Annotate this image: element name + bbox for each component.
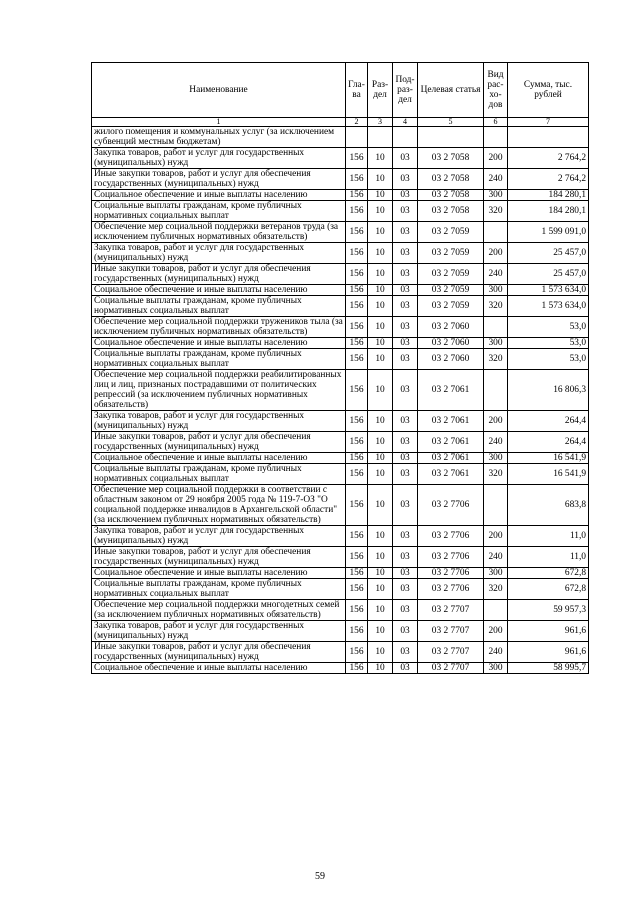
cell-section: 10 <box>368 526 393 547</box>
cell-chapter: 156 <box>346 526 368 547</box>
column-number: 2 <box>346 118 368 127</box>
table-row <box>92 621 589 642</box>
table-row <box>92 370 589 411</box>
cell-amount <box>508 127 589 148</box>
cell-subsection: 03 <box>393 190 418 201</box>
cell-chapter: 156 <box>346 464 368 485</box>
cell-name: Иные закупки товаров, работ и услуг для обеспечения государственных (муниципальных) нужд <box>92 169 346 190</box>
table-row <box>92 547 589 568</box>
table-row <box>92 285 589 296</box>
cell-section: 10 <box>368 190 393 201</box>
header-chapter: Гла-ва <box>346 63 368 118</box>
table-row <box>92 453 589 464</box>
cell-chapter: 156 <box>346 621 368 642</box>
table-row <box>92 568 589 579</box>
cell-chapter: 156 <box>346 568 368 579</box>
cell-section: 10 <box>368 370 393 411</box>
cell-expense-type: 240 <box>484 169 508 190</box>
table-row <box>92 190 589 201</box>
cell-target: 03 2 7707 <box>418 663 484 674</box>
cell-subsection: 03 <box>393 243 418 264</box>
header-expense-type: Вид рас-хо-дов <box>484 63 508 118</box>
cell-subsection: 03 <box>393 201 418 222</box>
cell-subsection: 03 <box>393 600 418 621</box>
cell-chapter: 156 <box>346 663 368 674</box>
cell-name: Обеспечение мер социальной поддержки в соответствии с областным законом от 29 ноября 2005 года № 119-7-ОЗ "О социальной поддержке инвалидов в Архангельской области" (за исключением публичных нормативных обязательств) <box>92 485 346 526</box>
page-number: 59 <box>315 871 325 882</box>
cell-section: 10 <box>368 169 393 190</box>
table-row <box>92 663 589 674</box>
cell-name: Социальное обеспечение и иные выплаты населению <box>92 190 346 201</box>
cell-subsection: 03 <box>393 222 418 243</box>
column-number: 5 <box>418 118 484 127</box>
cell-target: 03 2 7058 <box>418 190 484 201</box>
cell-amount: 264,4 <box>508 432 589 453</box>
cell-expense-type: 320 <box>484 201 508 222</box>
table-row <box>92 485 589 526</box>
cell-expense-type: 240 <box>484 547 508 568</box>
cell-name: Социальные выплаты гражданам, кроме публичных нормативных социальных выплат <box>92 201 346 222</box>
header-subsection: Под-раз-дел <box>393 63 418 118</box>
cell-section: 10 <box>368 338 393 349</box>
cell-target: 03 2 7706 <box>418 579 484 600</box>
cell-target: 03 2 7706 <box>418 568 484 579</box>
cell-section: 10 <box>368 453 393 464</box>
cell-amount: 961,6 <box>508 642 589 663</box>
table-row <box>92 464 589 485</box>
cell-target: 03 2 7059 <box>418 285 484 296</box>
cell-subsection: 03 <box>393 432 418 453</box>
cell-section: 10 <box>368 222 393 243</box>
cell-section: 10 <box>368 568 393 579</box>
cell-expense-type <box>484 127 508 148</box>
column-number: 7 <box>508 118 589 127</box>
cell-subsection: 03 <box>393 338 418 349</box>
cell-name: Закупка товаров, работ и услуг для государственных (муниципальных) нужд <box>92 526 346 547</box>
cell-section: 10 <box>368 411 393 432</box>
cell-name: Закупка товаров, работ и услуг для государственных (муниципальных) нужд <box>92 411 346 432</box>
cell-expense-type <box>484 485 508 526</box>
cell-target: 03 2 7706 <box>418 547 484 568</box>
cell-subsection: 03 <box>393 642 418 663</box>
table-row <box>92 148 589 169</box>
cell-section: 10 <box>368 201 393 222</box>
cell-expense-type: 200 <box>484 621 508 642</box>
header-row <box>92 63 589 118</box>
cell-target: 03 2 7061 <box>418 370 484 411</box>
cell-expense-type <box>484 317 508 338</box>
cell-chapter: 156 <box>346 169 368 190</box>
cell-target: 03 2 7058 <box>418 169 484 190</box>
cell-target: 03 2 7059 <box>418 243 484 264</box>
column-number-row <box>92 118 589 127</box>
cell-amount: 58 995,7 <box>508 663 589 674</box>
cell-target: 03 2 7061 <box>418 411 484 432</box>
cell-subsection: 03 <box>393 547 418 568</box>
cell-target: 03 2 7058 <box>418 201 484 222</box>
cell-expense-type: 300 <box>484 568 508 579</box>
cell-target: 03 2 7060 <box>418 349 484 370</box>
cell-target: 03 2 7061 <box>418 453 484 464</box>
cell-section: 10 <box>368 349 393 370</box>
cell-amount: 1 573 634,0 <box>508 285 589 296</box>
cell-expense-type: 240 <box>484 264 508 285</box>
table-row <box>92 201 589 222</box>
cell-section: 10 <box>368 547 393 568</box>
cell-section: 10 <box>368 317 393 338</box>
cell-amount: 1 573 634,0 <box>508 296 589 317</box>
cell-target: 03 2 7059 <box>418 264 484 285</box>
cell-name: Социальное обеспечение и иные выплаты населению <box>92 663 346 674</box>
cell-name: Обеспечение мер социальной поддержки многодетных семей (за исключением публичных нормативных обязательств) <box>92 600 346 621</box>
table-body <box>92 127 589 674</box>
cell-expense-type: 200 <box>484 526 508 547</box>
cell-expense-type <box>484 600 508 621</box>
cell-amount: 683,8 <box>508 485 589 526</box>
cell-subsection: 03 <box>393 485 418 526</box>
cell-section: 10 <box>368 264 393 285</box>
table-row <box>92 338 589 349</box>
cell-name: Обеспечение мер социальной поддержки реабилитированных лиц и лиц, признаных пострадавшими от политических репрессий (за исключением публичных нормативных обязательств) <box>92 370 346 411</box>
cell-subsection: 03 <box>393 464 418 485</box>
cell-amount: 53,0 <box>508 349 589 370</box>
cell-target: 03 2 7060 <box>418 338 484 349</box>
cell-amount: 16 806,3 <box>508 370 589 411</box>
table-header <box>92 63 589 127</box>
cell-name: Социальные выплаты гражданам, кроме публичных нормативных социальных выплат <box>92 464 346 485</box>
cell-chapter: 156 <box>346 243 368 264</box>
cell-section: 10 <box>368 285 393 296</box>
cell-chapter: 156 <box>346 600 368 621</box>
cell-section: 10 <box>368 296 393 317</box>
cell-subsection: 03 <box>393 148 418 169</box>
table-row <box>92 127 589 148</box>
cell-subsection: 03 <box>393 411 418 432</box>
cell-chapter <box>346 127 368 148</box>
cell-subsection: 03 <box>393 621 418 642</box>
cell-section <box>368 127 393 148</box>
cell-expense-type: 300 <box>484 453 508 464</box>
cell-section: 10 <box>368 485 393 526</box>
cell-target: 03 2 7061 <box>418 432 484 453</box>
cell-amount: 672,8 <box>508 568 589 579</box>
cell-section: 10 <box>368 663 393 674</box>
header-name: Наименование <box>92 63 346 118</box>
cell-target: 03 2 7707 <box>418 621 484 642</box>
cell-expense-type: 300 <box>484 663 508 674</box>
cell-amount: 961,6 <box>508 621 589 642</box>
cell-chapter: 156 <box>346 349 368 370</box>
cell-expense-type: 300 <box>484 190 508 201</box>
cell-expense-type <box>484 222 508 243</box>
cell-name: Социальное обеспечение и иные выплаты населению <box>92 338 346 349</box>
cell-subsection: 03 <box>393 349 418 370</box>
cell-subsection: 03 <box>393 663 418 674</box>
cell-chapter: 156 <box>346 148 368 169</box>
cell-amount: 59 957,3 <box>508 600 589 621</box>
cell-section: 10 <box>368 243 393 264</box>
cell-name: Иные закупки товаров, работ и услуг для обеспечения государственных (муниципальных) нужд <box>92 432 346 453</box>
column-number: 4 <box>393 118 418 127</box>
cell-target: 03 2 7707 <box>418 642 484 663</box>
cell-chapter: 156 <box>346 317 368 338</box>
table-row <box>92 411 589 432</box>
cell-expense-type: 200 <box>484 411 508 432</box>
cell-amount: 11,0 <box>508 547 589 568</box>
cell-amount: 53,0 <box>508 317 589 338</box>
document-page <box>91 62 588 674</box>
cell-target: 03 2 7059 <box>418 296 484 317</box>
cell-subsection: 03 <box>393 370 418 411</box>
cell-name: Иные закупки товаров, работ и услуг для обеспечения государственных (муниципальных) нужд <box>92 264 346 285</box>
cell-name: Социальные выплаты гражданам, кроме публичных нормативных социальных выплат <box>92 579 346 600</box>
cell-name: жилого помещения и коммунальных услуг (за исключением субвенций местным бюджетам) <box>92 127 346 148</box>
cell-amount: 53,0 <box>508 338 589 349</box>
cell-expense-type: 240 <box>484 642 508 663</box>
cell-name: Иные закупки товаров, работ и услуг для обеспечения государственных (муниципальных) нужд <box>92 642 346 663</box>
cell-chapter: 156 <box>346 264 368 285</box>
cell-subsection: 03 <box>393 526 418 547</box>
cell-target: 03 2 7706 <box>418 526 484 547</box>
cell-chapter: 156 <box>346 338 368 349</box>
table-row <box>92 579 589 600</box>
cell-subsection: 03 <box>393 169 418 190</box>
cell-name: Социальные выплаты гражданам, кроме публичных нормативных социальных выплат <box>92 349 346 370</box>
cell-chapter: 156 <box>346 579 368 600</box>
cell-expense-type: 240 <box>484 432 508 453</box>
cell-section: 10 <box>368 600 393 621</box>
cell-section: 10 <box>368 642 393 663</box>
cell-expense-type: 320 <box>484 296 508 317</box>
cell-target: 03 2 7060 <box>418 317 484 338</box>
cell-amount: 25 457,0 <box>508 243 589 264</box>
table-row <box>92 526 589 547</box>
cell-name: Обеспечение мер социальной поддержки ветеранов труда (за исключением публичных нормативных обязательств) <box>92 222 346 243</box>
cell-subsection: 03 <box>393 285 418 296</box>
cell-amount: 16 541,9 <box>508 453 589 464</box>
cell-chapter: 156 <box>346 370 368 411</box>
cell-expense-type: 200 <box>484 148 508 169</box>
cell-name: Закупка товаров, работ и услуг для государственных (муниципальных) нужд <box>92 148 346 169</box>
cell-name: Социальное обеспечение и иные выплаты населению <box>92 568 346 579</box>
cell-name: Социальное обеспечение и иные выплаты населению <box>92 453 346 464</box>
cell-chapter: 156 <box>346 547 368 568</box>
cell-subsection: 03 <box>393 317 418 338</box>
cell-section: 10 <box>368 432 393 453</box>
cell-subsection: 03 <box>393 264 418 285</box>
cell-expense-type: 300 <box>484 285 508 296</box>
cell-amount: 184 280,1 <box>508 201 589 222</box>
cell-chapter: 156 <box>346 285 368 296</box>
cell-target <box>418 127 484 148</box>
table-row <box>92 243 589 264</box>
budget-table <box>91 62 589 674</box>
cell-subsection: 03 <box>393 579 418 600</box>
table-row <box>92 264 589 285</box>
table-row <box>92 317 589 338</box>
table-row <box>92 349 589 370</box>
cell-chapter: 156 <box>346 642 368 663</box>
cell-target: 03 2 7707 <box>418 600 484 621</box>
cell-section: 10 <box>368 148 393 169</box>
cell-amount: 1 599 091,0 <box>508 222 589 243</box>
cell-target: 03 2 7058 <box>418 148 484 169</box>
cell-expense-type: 200 <box>484 243 508 264</box>
cell-target: 03 2 7706 <box>418 485 484 526</box>
cell-chapter: 156 <box>346 485 368 526</box>
cell-expense-type: 300 <box>484 338 508 349</box>
cell-subsection: 03 <box>393 453 418 464</box>
header-target: Целевая статья <box>418 63 484 118</box>
cell-target: 03 2 7059 <box>418 222 484 243</box>
cell-chapter: 156 <box>346 201 368 222</box>
cell-section: 10 <box>368 579 393 600</box>
cell-amount: 16 541,9 <box>508 464 589 485</box>
cell-chapter: 156 <box>346 432 368 453</box>
cell-subsection <box>393 127 418 148</box>
cell-amount: 672,8 <box>508 579 589 600</box>
column-number: 1 <box>92 118 346 127</box>
cell-name: Обеспечение мер социальной поддержки тружеников тыла (за исключением публичных нормативных обязательств) <box>92 317 346 338</box>
cell-target: 03 2 7061 <box>418 464 484 485</box>
header-amount: Сумма, тыс. рублей <box>508 63 589 118</box>
cell-chapter: 156 <box>346 190 368 201</box>
cell-amount: 2 764,2 <box>508 148 589 169</box>
cell-subsection: 03 <box>393 568 418 579</box>
column-number: 6 <box>484 118 508 127</box>
cell-amount: 2 764,2 <box>508 169 589 190</box>
column-number: 3 <box>368 118 393 127</box>
cell-section: 10 <box>368 464 393 485</box>
cell-chapter: 156 <box>346 296 368 317</box>
table-row <box>92 432 589 453</box>
table-row <box>92 169 589 190</box>
cell-amount: 11,0 <box>508 526 589 547</box>
cell-expense-type: 320 <box>484 349 508 370</box>
cell-section: 10 <box>368 621 393 642</box>
cell-name: Закупка товаров, работ и услуг для государственных (муниципальных) нужд <box>92 621 346 642</box>
cell-name: Иные закупки товаров, работ и услуг для обеспечения государственных (муниципальных) нужд <box>92 547 346 568</box>
cell-amount: 25 457,0 <box>508 264 589 285</box>
cell-chapter: 156 <box>346 222 368 243</box>
cell-chapter: 156 <box>346 411 368 432</box>
cell-subsection: 03 <box>393 296 418 317</box>
table-row <box>92 600 589 621</box>
cell-name: Социальные выплаты гражданам, кроме публичных нормативных социальных выплат <box>92 296 346 317</box>
table-row <box>92 222 589 243</box>
header-section: Раз-дел <box>368 63 393 118</box>
cell-expense-type <box>484 370 508 411</box>
cell-name: Социальное обеспечение и иные выплаты населению <box>92 285 346 296</box>
cell-amount: 184 280,1 <box>508 190 589 201</box>
cell-expense-type: 320 <box>484 579 508 600</box>
cell-amount: 264,4 <box>508 411 589 432</box>
table-row <box>92 642 589 663</box>
cell-name: Закупка товаров, работ и услуг для государственных (муниципальных) нужд <box>92 243 346 264</box>
cell-chapter: 156 <box>346 453 368 464</box>
table-row <box>92 296 589 317</box>
cell-expense-type: 320 <box>484 464 508 485</box>
